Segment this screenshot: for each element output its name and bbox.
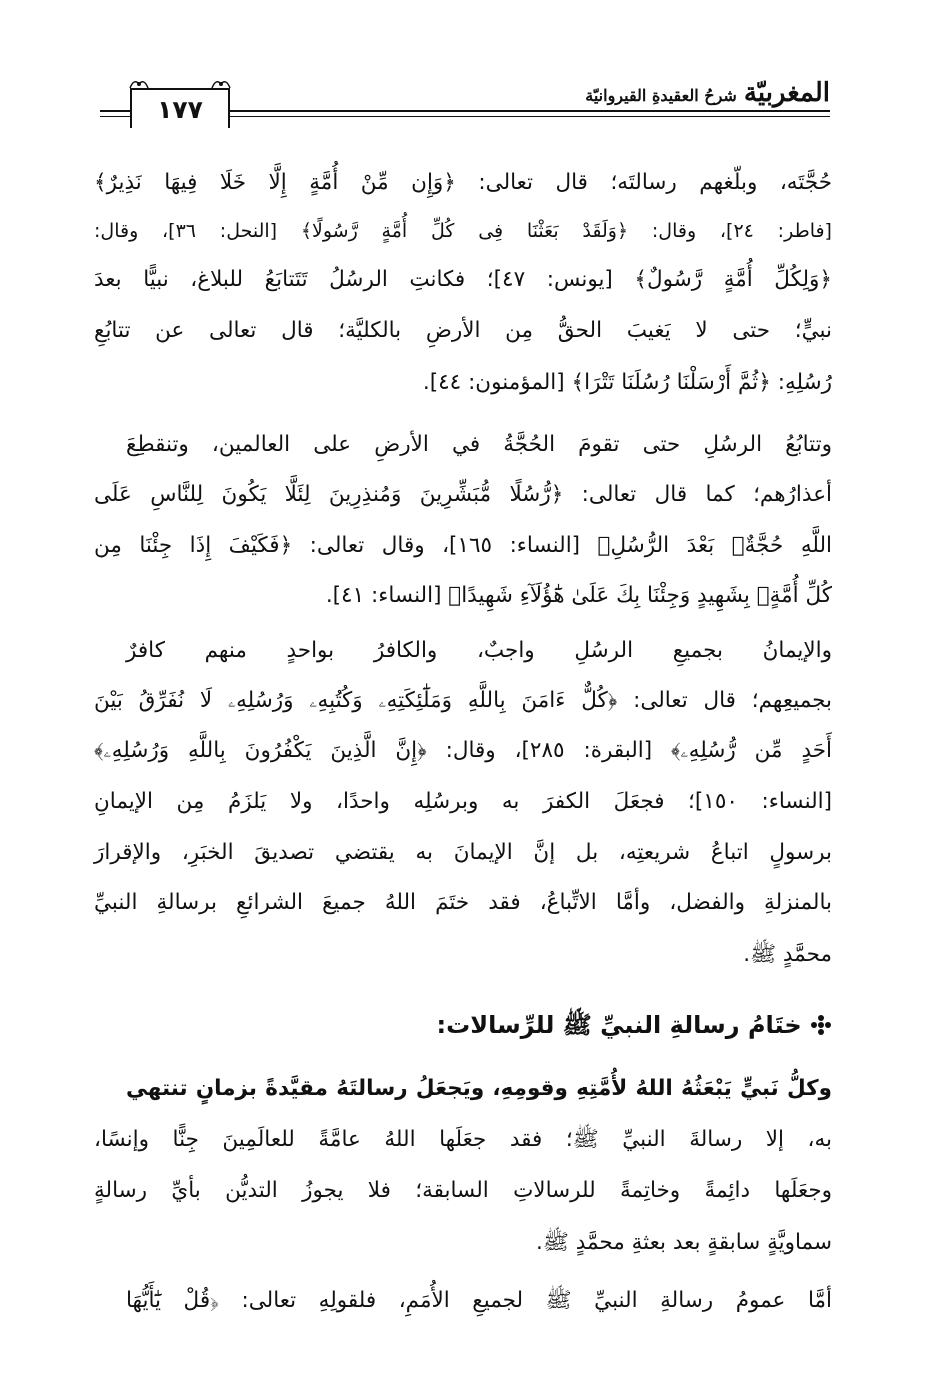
text-line: بالمنزلةِ والفضل، وأمَّا الاتِّباعُ، فقد ختَمَ اللهُ جميعَ الشرائعِ برسالةِ النبيِّ (94, 890, 832, 915)
text-line: وتتابُعُ الرسُلِ حتى تقومَ الحُجَّةُ في الأرضِ على العالمين، وتنقطِعَ (126, 432, 832, 457)
text-line: سماويَّةٍ سابقةٍ بعد بعثةِ محمَّدٍ ﷺ. (536, 1230, 832, 1255)
text-line: برسولٍ اتباعُ شريعتِه، بل إنَّ الإيمانَ به يقتضي تصديقَ الخبَرِ، والإقرارَ (94, 840, 832, 865)
page-number-box (130, 88, 230, 128)
book-title (577, 78, 830, 108)
text-line: حُجَّتَه، وبلّغهم رسالتَه؛ قال تعالى: ﴿وَإِن مِّنْ أُمَّةٍ إِلَّا خَلَا فِيهَا نَذِيرٌ﴾ (94, 170, 832, 195)
text-line: كُلِّ أُمَّةٍۭ بِشَهِيدٍ وَجِئْنَا بِكَ عَلَىٰ هَٰٓؤُلَآءِ شَهِيدًا﴾ [النساء: ٤١]. (325, 583, 832, 608)
text-line: نبيٍّ؛ حتى لا يَغيبَ الحقُّ مِن الأرضِ بالكليَّة؛ قال تعالى عن تتابُعِ (94, 318, 832, 343)
ornament-icon (210, 78, 232, 90)
text-line: ﴿وَلِكُلِّ أُمَّةٍ رَّسُولٌ﴾ [يونس: ٤٧]؛ فكانتِ الرسُلُ تَتَتابَعُ للبلاغ، نبيًّا بعدَ (94, 267, 832, 292)
text-line: [النساء: ١٥٠]؛ فجعَلَ الكفرَ به وبرسُلِه واحدًا، ولا يَلزَمُ مِن الإيمانِ (94, 789, 832, 814)
ornament-icon (128, 78, 150, 90)
text-line: محمَّدٍ ﷺ. (743, 942, 832, 967)
text-line: أَحَدٍ مِّن رُّسُلِهِۦ﴾ [البقرة: ٢٨٥]، وقال: ﴿إِنَّ الَّذِينَ يَكْفُرُونَ بِاللَّهِ وَرُسُلِهِۦ﴾ (94, 738, 832, 763)
book-title-sub: شرحُ العقيدةِ القيروانيّة (585, 86, 737, 105)
book-title-main: المغربيّة (743, 78, 830, 108)
page-number: ١٧٧ (157, 94, 203, 124)
section-heading (94, 1000, 832, 1050)
text-line: [فاطر: ٢٤]، وقال: ﴿وَلَقَدْ بَعَثْنَا فِى كُلِّ أُمَّةٍ رَّسُولًا﴾ [النحل: ٣٦]، وقال: (94, 220, 832, 242)
text-line: وكلُّ نَبيٍّ يَبْعَثُهُ اللهُ لأُمَّتِهِ وقومِهِ، ويَجعَلُ رسالتَهُ مقيَّدةً بزمانٍ تنتهي (126, 1076, 832, 1101)
text-line: رُسُلِهِ: ﴿ثُمَّ أَرْسَلْنَا رُسُلَنَا تَتْرَا﴾ [المؤمنون: ٤٤]. (422, 370, 832, 395)
page-header (100, 74, 830, 138)
text-line: اللَّهِ حُجَّةٌۢ بَعْدَ الرُّسُلِ﴾ [النساء: ١٦٥]، وقال تعالى: ﴿فَكَيْفَ إِذَا جِئْنَا مِن (94, 533, 832, 558)
flower-ornament-icon (810, 1014, 832, 1036)
text-line: وجعَلَها دائِمةً وخاتِمةً للرسالاتِ السابقة؛ فلا يجوزُ التديُّن بأيِّ رسالةٍ (94, 1178, 832, 1203)
section-heading-text: ختَامُ رسالةِ النبيِّ ﷺ للرِّسالات: (436, 1011, 802, 1039)
text-line: به، إلا رسالةَ النبيِّ ﷺ؛ فقد جعَلَها اللهُ عامَّةً للعالَمِينَ جِنًّا وإنسًا، (94, 1127, 832, 1152)
text-line: بجميعِهم؛ قال تعالى: ﴿كُلٌّ ءَامَنَ بِاللَّهِ وَمَلَٰٓئِكَتِهِۦ وَكُتُبِهِۦ وَرُسُلِهِۦ لَا نُفَرِّقُ بَيْنَ (94, 688, 832, 713)
text-line: أعذارُهم؛ كما قال تعالى: ﴿رُّسُلًا مُّبَشِّرِينَ وَمُنذِرِينَ لِئَلَّا يَكُونَ لِلنَّاسِ عَلَى (94, 482, 832, 507)
text-line: والإيمانُ بجميعِ الرسُلِ واجبٌ، والكافرُ بواحدٍ منهم كافرٌ (126, 638, 832, 663)
text-line: أمَّا عمومُ رسالةِ النبيِّ ﷺ لجميعِ الأُمَمِ، فلقولِهِ تعالى: ﴿قُلْ يَٰٓأَيُّهَا (126, 1288, 832, 1313)
